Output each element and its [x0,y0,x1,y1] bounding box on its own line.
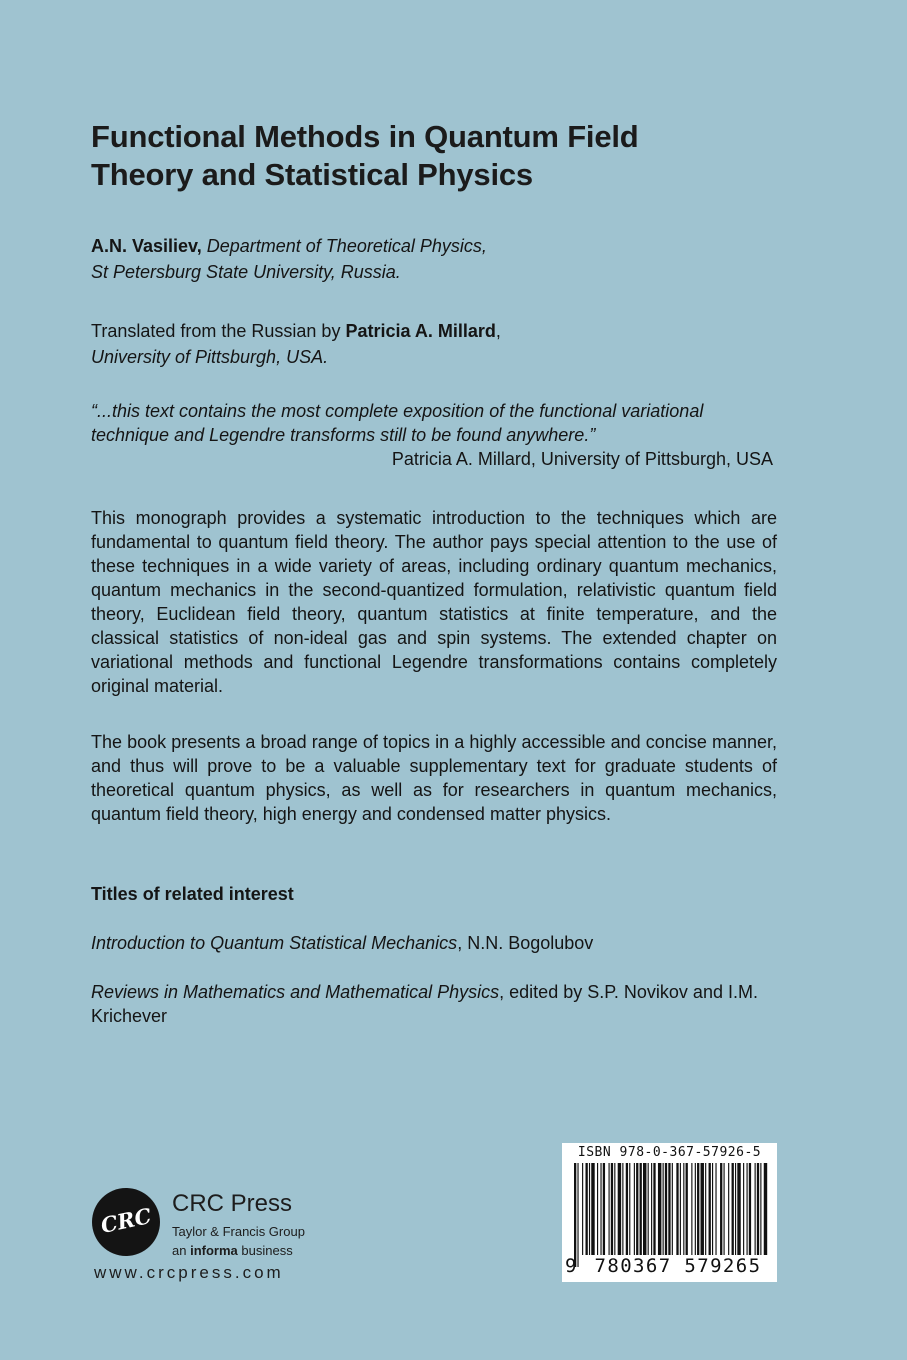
translator-name-suffix: , [495,321,501,341]
related-title-item [91,931,781,955]
barcode-bar [574,1163,576,1267]
barcode-bar [686,1163,688,1255]
barcode-bar [757,1163,759,1255]
publisher-tagline [172,1243,293,1258]
barcode-bar [640,1163,642,1255]
quote-text: “...this text contains the most complete exposition of the functional variational technique and Legendre transforms still to be found anywhere.” [91,401,704,445]
barcode-bar [691,1163,692,1255]
barcode-bar [701,1163,704,1255]
barcode-bar [611,1163,613,1255]
barcode-bar [643,1163,646,1255]
publisher-logo [92,1188,332,1288]
barcode-bar [651,1163,652,1255]
barcode-bar [712,1163,713,1267]
barcode-bar [749,1163,751,1255]
barcode-bar [735,1163,736,1255]
barcode-bar [663,1163,664,1255]
barcode-bar [597,1163,598,1255]
description-paragraph-1: This monograph provides a systematic introduction to the techniques which are fundamental to quantum field theory. The author pays special attention to the use of these techniques in a wide variety of areas, including ordinary quantum mechanics, quantum mechanics in the second-quantized formulation, relativistic quantum field theory, Euclidean field theory, quantum statistics at finite temperature, and the classical statistics of non-ideal gas and spin systems. The extended chapter on variational methods and functional Legendre transformations contains completely original material. [91,508,777,696]
barcode-bar [665,1163,667,1255]
barcode-bar [634,1163,635,1255]
book-title-line2: Theory and Statistical Physics [91,157,533,192]
barcode-bar [586,1163,588,1255]
barcode-bar [603,1163,605,1255]
barcode-bar [724,1163,725,1255]
translator-block [91,318,791,370]
barcode-bars [574,1163,769,1267]
barcode-bar [577,1163,578,1267]
barcode-bar [591,1163,594,1255]
barcode-bar [764,1163,767,1267]
quote-attribution: Patricia A. Millard, University of Pittsburgh, USA [391,449,773,469]
related-title-item [91,980,781,1028]
barcode-bar [658,1163,661,1255]
barcode-bar [743,1163,744,1255]
translator-affiliation: University of Pittsburgh, USA. [91,347,329,367]
book-title-line1: Functional Methods in Quantum Field [91,119,639,154]
barcode-bar [720,1163,722,1255]
author-affiliation-line2: St Petersburg State University, Russia. [91,262,401,282]
barcode-bar [697,1163,699,1255]
barcode-bar [747,1163,748,1255]
barcode-bar [622,1163,623,1255]
barcode-bar [600,1163,601,1255]
barcode-bar [683,1163,684,1255]
tagline-prefix: an [172,1243,187,1258]
tagline-suffix: business [241,1243,293,1258]
book-title [91,118,811,194]
related-title-name: Introduction to Quantum Statistical Mechanics [91,933,458,953]
related-title-name: Reviews in Mathematics and Mathematical Physics [91,982,500,1002]
barcode-bar [672,1163,673,1255]
author-block [91,233,791,285]
related-title-author: , edited by S.P. Novikov and I.M. Krichever [91,982,758,1026]
barcode-bar [705,1163,706,1255]
barcode-bar [728,1163,729,1255]
isbn-digits: 780367 579265 [583,1255,773,1277]
publisher-url: www.crcpress.com [94,1263,284,1282]
related-titles-heading: Titles of related interest [91,884,294,904]
tagline-brand: informa [190,1243,238,1258]
translator-name: Patricia A. Millard [345,321,496,341]
related-title-author: , N.N. Bogolubov [457,933,594,953]
barcode-bar [695,1163,696,1255]
barcode-bar [589,1163,590,1255]
isbn-label: ISBN 978-0-367-57926-5 [577,1145,762,1160]
barcode-bar [668,1163,670,1255]
publisher-group: Taylor & Francis Group [172,1224,305,1239]
barcode-bar [626,1163,628,1255]
barcode-bar [680,1163,681,1255]
barcode-bar [676,1163,678,1255]
barcode-bar [709,1163,711,1255]
barcode-bar [715,1163,716,1267]
barcode-bar [582,1163,583,1255]
barcode-bar [755,1163,756,1255]
crc-emblem-text: CRC [98,1202,154,1239]
isbn-first-digit: 9 [565,1255,577,1277]
barcode-bar [760,1163,761,1267]
barcode-bar [614,1163,615,1255]
author-affiliation-line1: Department of Theoretical Physics, [206,236,487,256]
barcode-bar [609,1163,610,1255]
barcode-bar [653,1163,655,1255]
barcode-bar [737,1163,740,1255]
barcode-bar [618,1163,621,1255]
isbn-barcode [562,1143,777,1282]
barcode-bar [648,1163,649,1255]
description-paragraph-2: The book presents a broad range of topics in a highly accessible and concise manner, and thus will prove to be a valuable supplementary text for graduate students of theoretical quantum physics, as well as for researchers in quantum mechanics, quantum field theory, high energy and condensed matter physics. [91,732,777,824]
crc-circle-icon [92,1188,160,1256]
publisher-name: CRC Press [172,1190,293,1217]
review-quote [91,399,781,471]
barcode-bar [732,1163,734,1255]
barcode-bar [629,1163,630,1255]
barcode-bar [636,1163,638,1255]
author-name: A.N. Vasiliev, [91,236,202,256]
translator-prefix: Translated from the Russian by [91,321,341,341]
